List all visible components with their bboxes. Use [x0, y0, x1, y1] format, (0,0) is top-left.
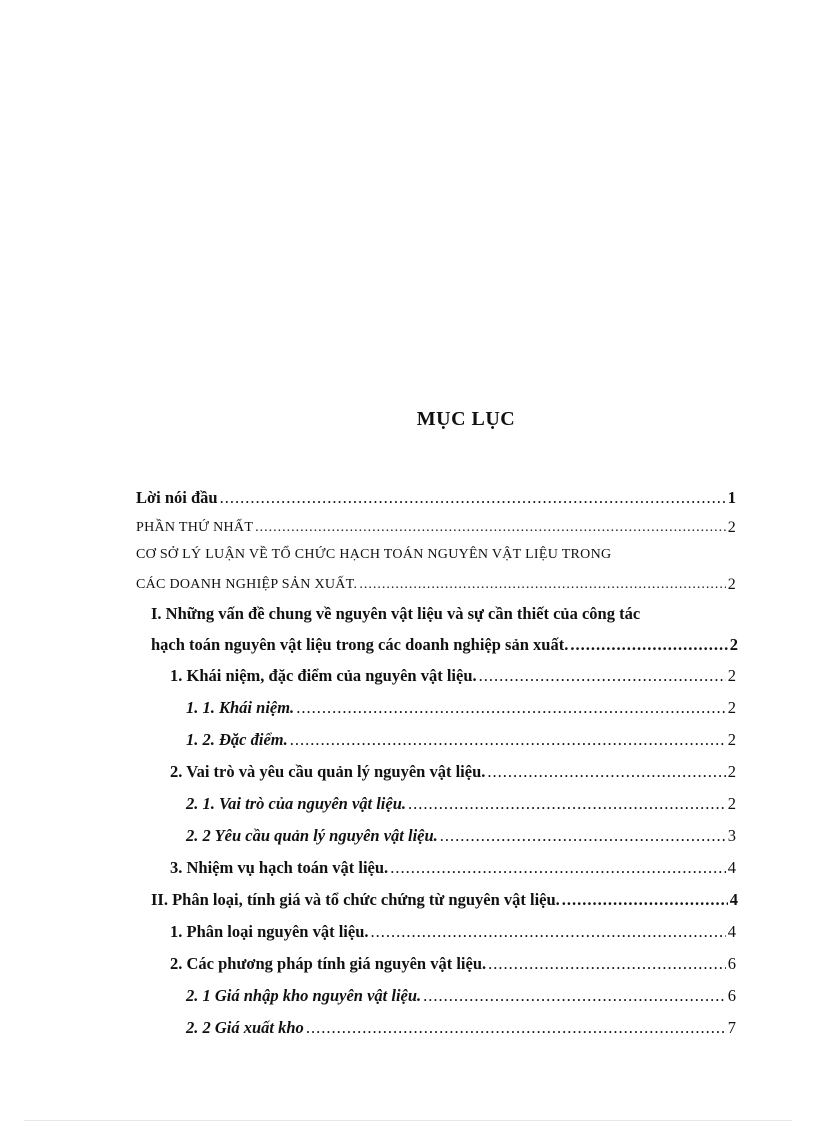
- toc-label: II. Phân loại, tính giá và tổ chức chứng từ nguyên vật liệu.: [151, 890, 560, 909]
- toc-label: 2. 2 Yêu cầu quản lý nguyên vật liệu.: [186, 826, 438, 845]
- page-number: 2: [727, 730, 736, 749]
- leader-dots: [440, 826, 726, 846]
- toc-entry-2b-2[interactable]: [186, 1018, 736, 1038]
- page-number: 2: [727, 519, 736, 536]
- toc-label: 1. 2. Đặc điểm.: [186, 730, 288, 749]
- toc-entry-phan-thu-nhat[interactable]: [136, 518, 736, 538]
- toc-label: 1. Khái niệm, đặc điểm của nguyên vật liệu.: [170, 666, 477, 685]
- toc-entry-2b-1[interactable]: [186, 986, 736, 1006]
- leader-dots: [479, 666, 726, 686]
- toc-label: PHẦN THỨ NHẤT: [136, 520, 254, 535]
- leader-dots: [570, 635, 727, 655]
- page-number: 2: [727, 698, 736, 717]
- leader-dots: [423, 986, 726, 1006]
- toc-entry-2-2[interactable]: [186, 826, 736, 846]
- leader-dots: [220, 488, 726, 508]
- toc-entry-3[interactable]: [170, 858, 736, 878]
- toc-label: 3. Nhiệm vụ hạch toán vật liệu.: [170, 858, 389, 877]
- page-number: 4: [729, 890, 738, 909]
- toc-label: 2. 2 Giá xuất kho: [186, 1018, 304, 1037]
- toc-entry-loi-noi-dau[interactable]: [136, 488, 736, 508]
- toc-entry-1b[interactable]: [170, 922, 736, 942]
- toc-label: 1. 1. Khái niệm.: [186, 698, 295, 717]
- toc-label: Lời nói đầu: [136, 488, 218, 507]
- page-number: 4: [727, 858, 736, 877]
- toc-label: 2. Vai trò và yêu cầu quản lý nguyên vật liệu.: [170, 762, 486, 781]
- leader-dots: [306, 1018, 726, 1038]
- leader-dots: [371, 922, 726, 942]
- page-number: 2: [727, 794, 736, 813]
- page-number: 6: [727, 954, 736, 973]
- page-number: 6: [727, 986, 736, 1005]
- page-number: 7: [727, 1018, 736, 1037]
- leader-dots: [255, 518, 726, 538]
- toc-entry-co-so-ly-luan-line1[interactable]: CƠ SỞ LÝ LUẬN VỀ TỔ CHỨC HẠCH TOÁN NGUYÊN VẬT LIỆU TRONG: [136, 547, 612, 562]
- toc-label: 2. 1. Vai trò của nguyên vật liệu.: [186, 794, 407, 813]
- toc-label: 2. Các phương pháp tính giá nguyên vật liệu.: [170, 954, 487, 973]
- page-number: 2: [729, 635, 738, 654]
- toc-entry-1[interactable]: [170, 666, 736, 686]
- toc-entry-1-1[interactable]: [186, 698, 736, 718]
- leader-dots: [487, 762, 725, 782]
- toc-entry-section-II[interactable]: [151, 890, 738, 910]
- page-bottom-divider: [24, 1120, 792, 1121]
- leader-dots: [488, 954, 726, 974]
- toc-label: 2. 1 Giá nhập kho nguyên vật liệu.: [186, 986, 422, 1005]
- leader-dots: [408, 794, 726, 814]
- page-number: 1: [727, 488, 736, 507]
- page-number: 4: [727, 922, 736, 941]
- toc-entry-section-I[interactable]: [151, 635, 738, 655]
- toc-entry-2b[interactable]: [170, 954, 736, 974]
- toc-entry-2[interactable]: [170, 762, 736, 782]
- toc-entry-2-1[interactable]: [186, 794, 736, 814]
- leader-dots: [390, 858, 726, 878]
- toc-label: hạch toán nguyên vật liệu trong các doanh nghiệp sản xuất.: [151, 635, 569, 654]
- toc-entry-1-2[interactable]: [186, 730, 736, 750]
- page-number: 2: [727, 666, 736, 685]
- leader-dots: [290, 730, 726, 750]
- toc-label: CÁC DOANH NGHIỆP SẢN XUẤT.: [136, 577, 358, 592]
- page-number: 2: [727, 762, 736, 781]
- leader-dots: [562, 890, 728, 910]
- page-number: 3: [727, 826, 736, 845]
- page-title: MỤC LỤC: [416, 408, 516, 430]
- toc-entry-co-so-ly-luan[interactable]: [136, 575, 736, 595]
- toc-entry-section-I-line1[interactable]: I. Những vấn đề chung về nguyên vật liệu và sự cần thiết của công tác: [151, 604, 641, 623]
- page-number: 2: [727, 576, 736, 593]
- leader-dots: [296, 698, 726, 718]
- leader-dots: [359, 575, 725, 595]
- toc-label: 1. Phân loại nguyên vật liệu.: [170, 922, 369, 941]
